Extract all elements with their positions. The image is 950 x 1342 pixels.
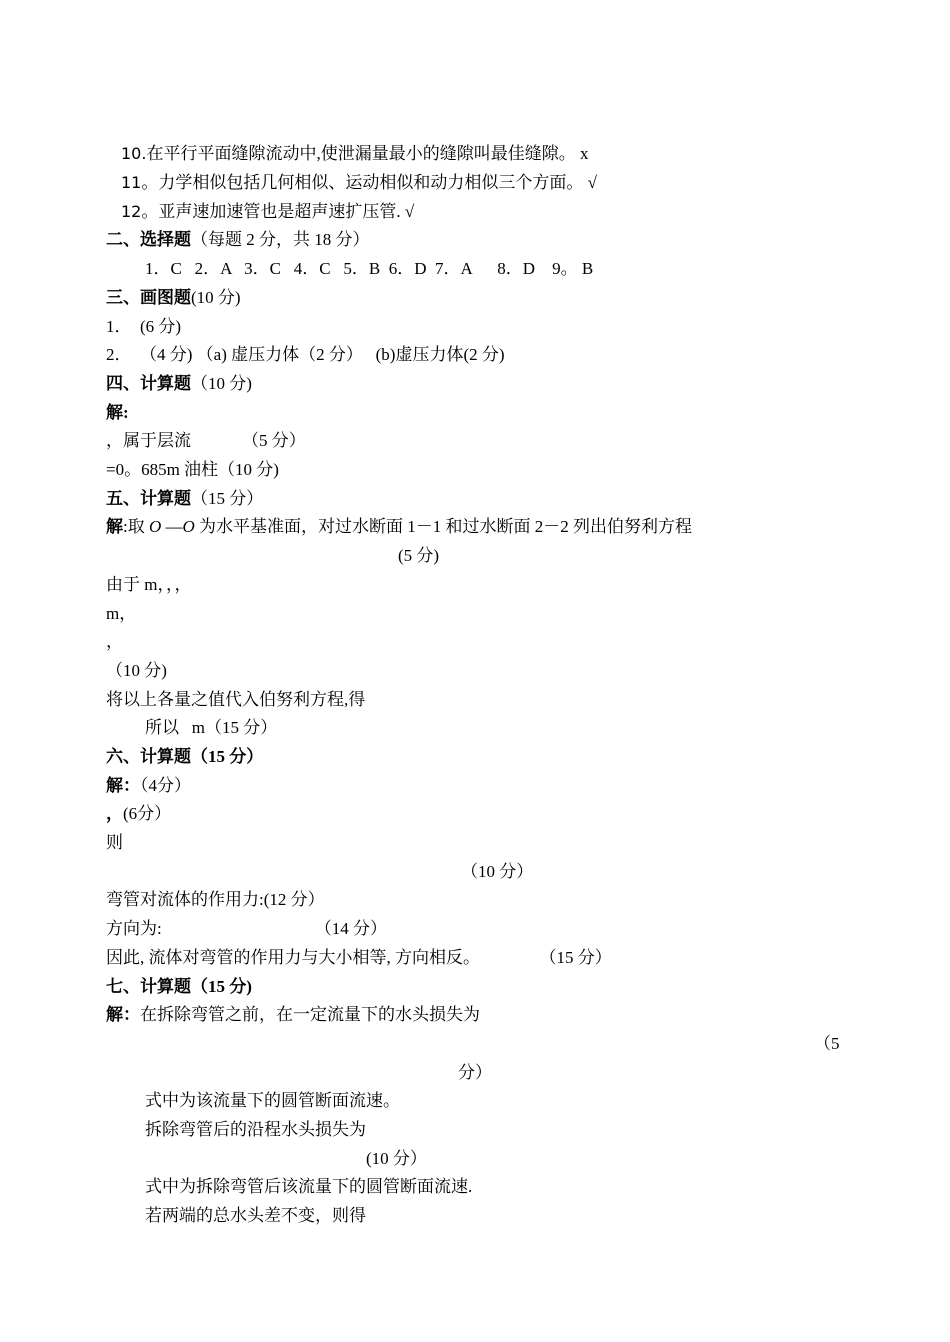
section-7-score-5-close: 分） — [458, 1063, 492, 1082]
section-7-title: 七、计算题（15 分) — [106, 977, 252, 996]
tf-item-10-text: 在平行平面缝隙流动中,使泄漏量最小的缝隙叫最佳缝隙。 x — [146, 144, 589, 163]
section-5-score-5: (5 分) — [398, 546, 440, 565]
section-5-text-b: — — [161, 517, 183, 536]
section-6-comma: ， — [106, 804, 123, 823]
section-7-line-8: 若两端的总水头差不变，则得 — [145, 1206, 366, 1225]
section-5-text-c: 为水平基准面，对过水断面 1－1 和过水断面 2－2 列出伯努利方程 — [194, 517, 693, 536]
tf-item-10 — [121, 143, 588, 165]
tf-item-11 — [121, 172, 597, 194]
section-7-solution-label: 解： — [106, 1005, 140, 1024]
section-6-line-6: 方向为: （14 分） — [106, 919, 387, 938]
section-5-title: 五、计算题 — [106, 489, 191, 508]
section-7-line-7: 式中为拆除弯管后该流量下的圆管断面流速. — [145, 1177, 473, 1196]
section-5-line-8: 所以 m（15 分） — [145, 718, 278, 737]
section-5-symbol-o2: O — [182, 517, 195, 536]
section-2-answers: 1．C 2．A 3．C 4．C 5．B 6．D 7．A 8．D 9。 B — [145, 259, 594, 278]
section-5-heading — [106, 488, 263, 510]
section-3-line-2: 2． （4 分) （a) 虚压力体（2 分） (b)虚压力体(2 分) — [106, 345, 505, 364]
section-6-score-4: （4分） — [140, 776, 191, 795]
section-3-title: 三、画图题 — [106, 288, 191, 307]
section-2-heading — [106, 229, 370, 251]
section-3-line-1: 1． (6 分) — [106, 317, 182, 336]
section-7-score-10: (10 分） — [366, 1149, 427, 1168]
section-2-title: 二、选择题 — [106, 230, 191, 249]
section-4-line-1: ，属于层流 （5 分） — [106, 431, 306, 450]
section-6-score-6: (6分） — [123, 804, 172, 823]
section-6-line-3: 则 — [106, 833, 123, 852]
section-3-heading — [106, 287, 241, 309]
section-6-line-1 — [106, 775, 191, 797]
section-5-line-3: 由于 m，，， — [106, 575, 192, 594]
section-6-solution-label: 解： — [106, 776, 140, 795]
section-5-solution-label: 解 — [106, 517, 123, 536]
section-5-score: （15 分） — [191, 489, 264, 508]
tf-item-11-number: 11 — [121, 173, 142, 192]
section-5-line-1 — [106, 516, 692, 538]
section-6-line-2 — [106, 803, 171, 825]
section-6-line-7: 因此, 流体对弯管的作用力与大小相等, 方向相反。 （15 分） — [106, 948, 612, 967]
section-5-line-5: ， — [106, 632, 123, 651]
section-7-line-4: 式中为该流量下的圆管断面流速。 — [145, 1091, 400, 1110]
section-7-line-5: 拆除弯管后的沿程水头损失为 — [145, 1120, 366, 1139]
section-3-score: (10 分) — [191, 288, 241, 307]
section-5-symbol-o1: O — [148, 517, 162, 536]
section-5-line-6: （10 分) — [106, 661, 167, 680]
section-4-solution-label: 解: — [106, 403, 129, 422]
section-5-text-a: :取 — [123, 517, 149, 536]
tf-item-11-text: 。力学相似包括几何相似、运动相似和动力相似三个方面。 √ — [141, 173, 597, 192]
section-7-score-5-open: （5 — [814, 1034, 840, 1053]
section-6-line-5: 弯管对流体的作用力:(12 分） — [106, 890, 325, 909]
section-5-line-4: m， — [106, 604, 137, 623]
tf-item-12 — [121, 201, 414, 223]
section-4-heading — [106, 373, 252, 395]
section-6-score-10: （10 分） — [461, 862, 534, 881]
section-4-title: 四、计算题 — [106, 374, 191, 393]
tf-item-12-text: 。亚声速加速管也是超声速扩压管. √ — [141, 202, 415, 221]
section-5-line-7: 将以上各量之值代入伯努利方程,得 — [106, 690, 366, 709]
section-4-score: （10 分) — [191, 374, 252, 393]
section-6-title: 六、计算题（15 分） — [106, 747, 264, 766]
section-7-text-1: 在拆除弯管之前，在一定流量下的水头损失为 — [140, 1005, 480, 1024]
section-7-line-1 — [106, 1004, 480, 1026]
section-4-line-2: =0。685m 油柱（10 分) — [106, 460, 279, 479]
tf-item-10-number: 10. — [121, 144, 147, 163]
section-2-score: （每题 2 分，共 18 分） — [191, 230, 370, 249]
tf-item-12-number: 12 — [121, 202, 142, 221]
